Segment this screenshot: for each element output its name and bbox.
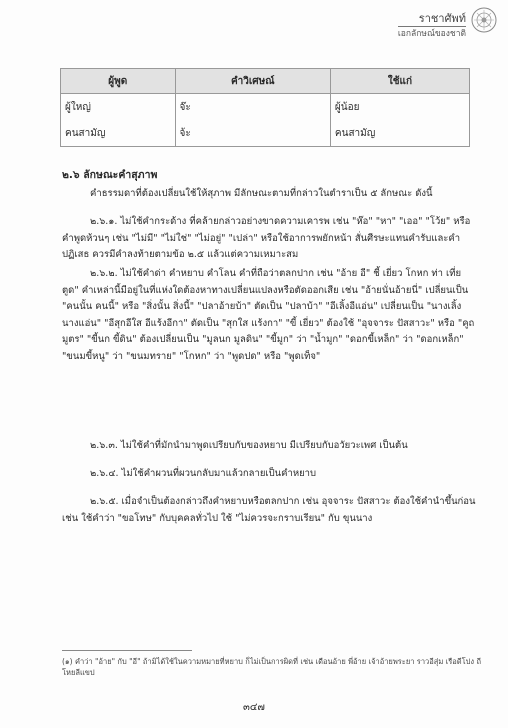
intro-paragraph: คำธรรมดาที่ต้องเปลี่ยนใช้ให้สุภาพ มีลักษณะตามที่กล่าวในตำราเป็น ๕ ลักษณะ ดังนี้ <box>90 188 433 199</box>
footnote: (๑) คำว่า "อ้าย" กับ "อี" ถ้ามิได้ใช้ในความหมายที่หยาบ ก็ไม่เป็นการผิดที่ เช่น เดือนอ้าย พี่อ้าย เจ้าอ้ายพระยา ราวอีสุ่ม เรือดีโปง ถีโหยลีแขป <box>62 657 482 677</box>
table-cell: คนสามัญ <box>61 120 176 147</box>
emblem-icon <box>470 6 498 34</box>
header-title: ราชาศัพท์ <box>418 12 466 25</box>
paragraph-2-6-3: ๒.๖.๓. ไม่ใช้คำที่มักนำมาพูดเปรียบกับของหยาบ มีเปรียบกับอวัยวะเพศ เป็นต้น <box>90 440 408 451</box>
table-cell: จ๊ะ <box>175 94 330 121</box>
table-cell: จ้ะ <box>175 120 330 147</box>
table-header-row <box>61 69 470 94</box>
column-header-speaker: ผู้พูด <box>61 69 176 94</box>
table-cell: คนสามัญ <box>330 120 469 147</box>
section-heading: ๒.๖ ลักษณะคำสุภาพ <box>62 169 158 181</box>
paragraph-2-6-1: ๒.๖.๑. ไม่ใช้คำกระด้าง ที่คล้ายกล่าวอย่างขาดความเคารพ เช่น "ห๊อ" "หา" "เออ" "โว้ย" หรือคำพูดห้วนๆ เช่น "ไม่มี" "ไม่ใช่" "ไม่อยู่" "เปล่า" หรือใช้อาการพยักหน้า สั่นศีรษะแทนคำรับและคำปฏิเสธ ควรมีคำลงท้ายตามข้อ ๒.๕ แล้วแต่ความเหมาะสม <box>62 216 471 261</box>
table-row <box>61 120 470 147</box>
speech-terms-table <box>60 68 470 147</box>
paragraph-2-6-4: ๒.๖.๔. ไม่ใช้คำผวนที่ผวนกลับมาแล้วกลายเป็นคำหยาบ <box>90 468 317 479</box>
column-header-used-for: ใช้แก่ <box>330 69 469 94</box>
page-number: ๓๔๗ <box>243 702 265 713</box>
footnote-divider <box>62 650 192 651</box>
column-header-adverb: คำวิเศษณ์ <box>175 69 330 94</box>
paragraph-2-6-2: ๒.๖.๒. ไม่ใช้คำด่า คำหยาบ คำโลน คำที่ถือว่าตลกปาก เช่น "อ้าย อี" ชี้ เยี่ยว โกหก ท่า เที่ย ตูด" คำเหล่านี้มีอยู่ในที่แห่งใดต้องหาทางเปลี่ยนแปลงหรือตัดออกเสีย เช่น "อ้ายนั่นอ้ายนี่" เปลี่ยนเป็น "คนนั้น คนนี้" หรือ "สิ่งนั้น สิ่งนี้" "ปลาอ้ายบ้า" ตัดเป็น "ปลาบ้า" "อีเลิ้งอีแอ่น" เปลี่ยนเป็น "นางเลิ้ง นางแอ่น" "อีสุกอีใส อีแร้งอีกา" ตัดเป็น "สุกใส แร้งกา" "ขี้ เยี่ยว" ต้องใช้ "อุจจาระ ปัสสาวะ" หรือ "คูถ มูตร" "ขี้นก ขี้ดิน" ต้องเปลี่ยนเป็น "มูลนก มูลดิน" "ขี้มูก" ว่า "น้ำมูก" "ดอกขี้เหล็ก" ว่า "ดอกเหล็ก" "ขนมขี้หนู" ว่า "ขนมทราย" "โกหก" ว่า "พูดปด" หรือ "พูดเท็จ" <box>62 268 475 362</box>
table-cell: ผู้ใหญ่ <box>61 94 176 121</box>
table-cell: ผู้น้อย <box>330 94 469 121</box>
running-header <box>398 12 466 40</box>
header-subtitle: เอกลักษณ์ของชาติ <box>398 26 466 40</box>
paragraph-2-6-5: ๒.๖.๕. เมื่อจำเป็นต้องกล่าวถึงคำหยาบหรือตลกปาก เช่น อุจจาระ ปัสสาวะ ต้องใช้คำนำขึ้นก่อน เช่น ใช้คำว่า "ขอโทษ" กับบุคคลทั่วไป ใช้ "ไม่ควรจะกราบเรียน" กับ ขุนนาง <box>62 496 476 524</box>
table-row <box>61 94 470 121</box>
